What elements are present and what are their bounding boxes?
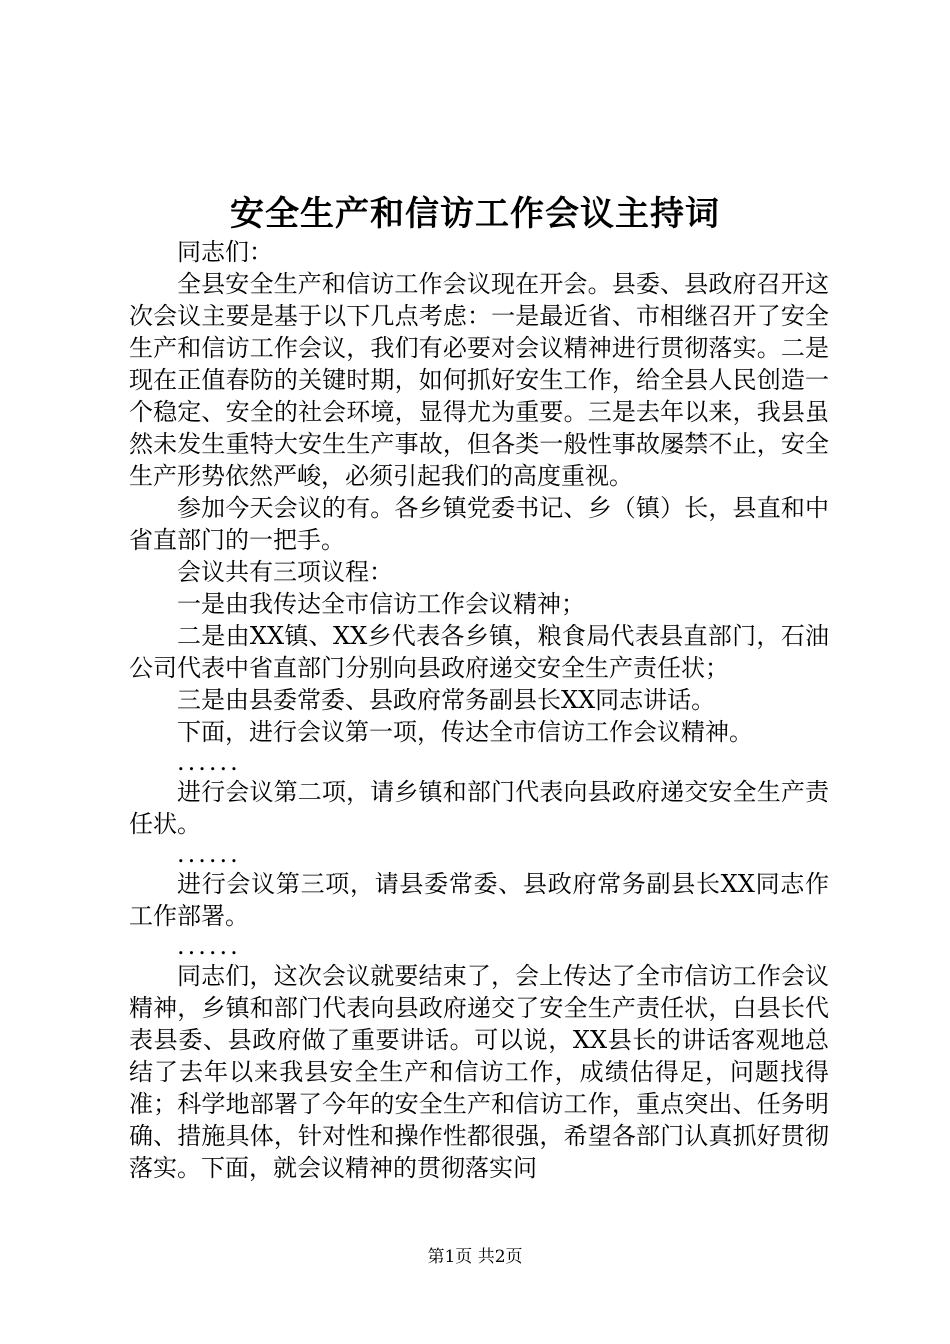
paragraph-closing: 同志们，这次会议就要结束了，会上传达了全市信访工作会议精神，乡镇和部门代表向县政府递交了安全生产责任状，白县长代表县委、县政府做了重要讲话。可以说，XX县长的讲话客观地总结了去年以来我县安全生产和信访工作，成绩估得足，问题找得准；科学地部署了今年的安全生产和信访工作，重点突出、任务明确、措施具体，针对性和操作性都很强，希望各部门认真抓好贯彻落实。下面，就会议精神的贯彻落实问 — [129, 962, 829, 1182]
paragraph-item-three: 进行会议第三项，请县委常委、县政府常务副县长XX同志作工作部署。 — [129, 870, 829, 930]
agenda-item-1: 一是由我传达全市信访工作会议精神； — [177, 590, 585, 618]
paragraph-opening: 全县安全生产和信访工作会议现在开会。县委、县政府召开这次会议主要是基于以下几点考虑：一是最近省、市相继召开了安全生产和信访工作会议，我们有必要对会议精神进行贯彻落实。二是现在正值春防的关键时期，如何抓好安生工作，给全县人民创造一个稳定、安全的社会环境，显得尤为重要。三是去年以来，我县虽然未发生重特大安生生产事故，但各类一般性事故屡禁不止，安全生产形势依然严峻，必须引起我们的高度重视。 — [129, 270, 829, 490]
ellipsis-3: ...... — [177, 932, 241, 960]
paragraph-attendees: 参加今天会议的有。各乡镇党委书记、乡（镇）长，县直和中省直部门的一把手。 — [129, 494, 829, 554]
paragraph-agenda-intro: 会议共有三项议程： — [177, 558, 393, 586]
ellipsis-2: ...... — [177, 840, 241, 868]
paragraph-item-two: 进行会议第二项，请乡镇和部门代表向县政府递交安全生产责任状。 — [129, 778, 829, 838]
salutation: 同志们： — [177, 238, 273, 266]
document-title: 安全生产和信访工作会议主持词 — [230, 194, 720, 234]
page-footer: 第1页 共2页 — [427, 1247, 523, 1267]
agenda-item-2: 二是由XX镇、XX乡代表各乡镇，粮食局代表县直部门，石油公司代表中省直部门分别向县政府递交安全生产责任状； — [129, 622, 829, 682]
agenda-item-3: 三是由县委常委、县政府常务副县长XX同志讲话。 — [177, 686, 716, 714]
ellipsis-1: ...... — [177, 748, 241, 776]
paragraph-item-one: 下面，进行会议第一项，传达全市信访工作会议精神。 — [177, 718, 753, 746]
document-body — [129, 236, 829, 1184]
